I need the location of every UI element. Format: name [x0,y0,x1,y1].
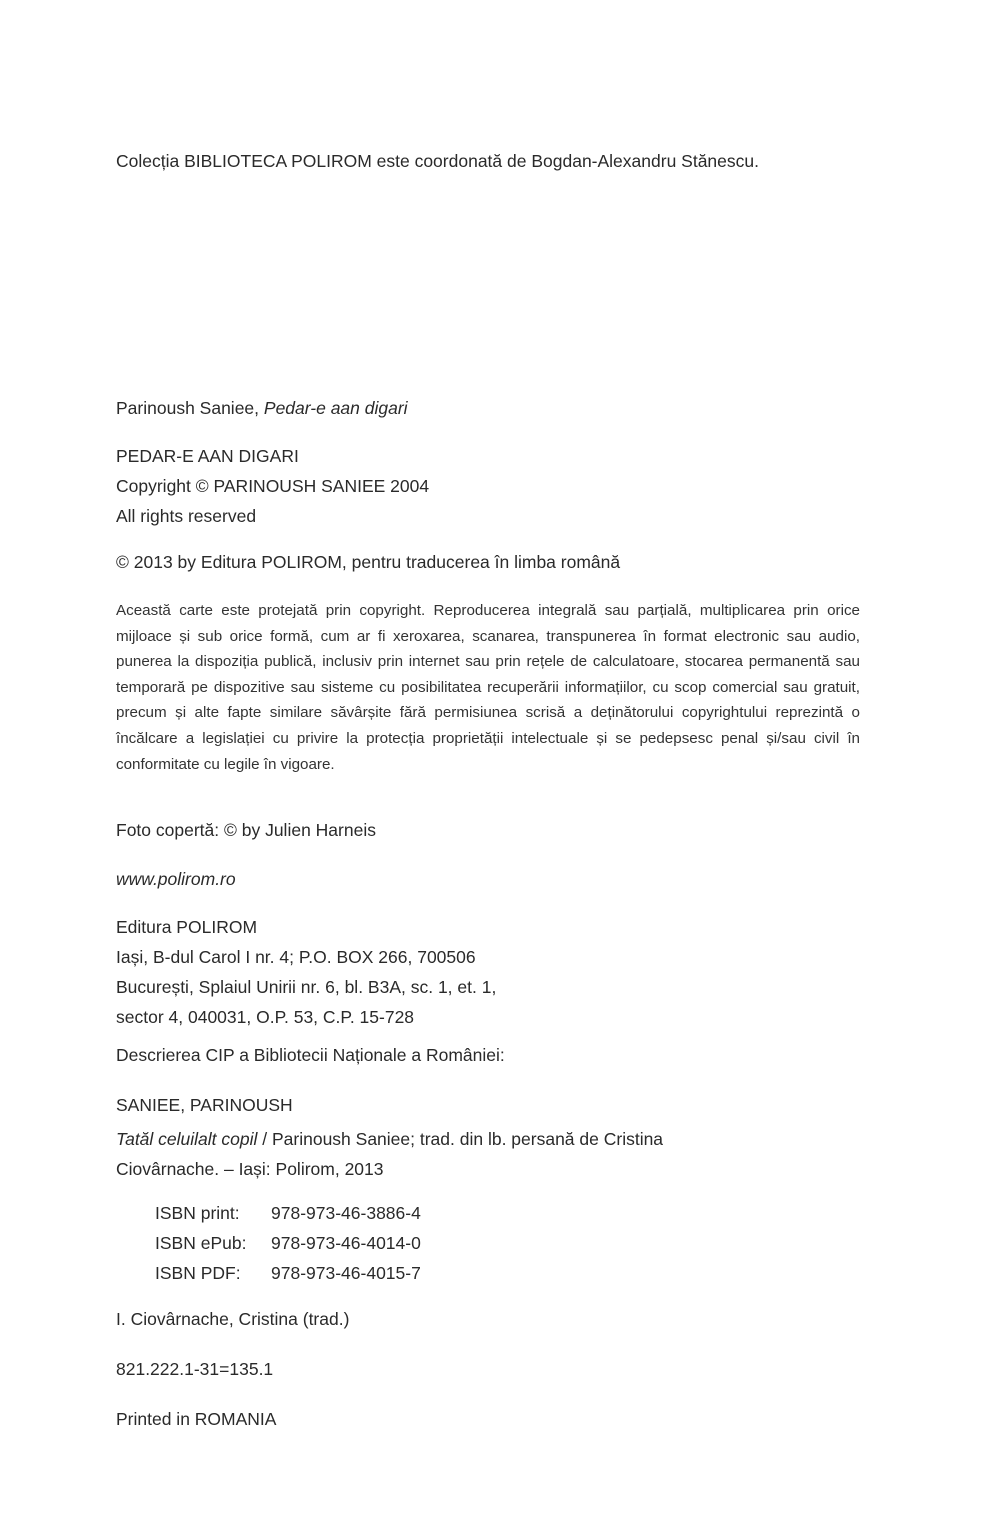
copyright-block [116,441,429,531]
original-title: Pedar-e aan digari [263,398,408,418]
collection-note: Colecția BIBLIOTECA POLIROM este coordonată de Bogdan-Alexandru Stănescu. [116,151,759,171]
isbn-epub: ISBN ePub: 978-973-46-4014-0 [155,1233,421,1253]
cip-entry-line1: Tatăl celuilalt copil / Parinoush Saniee; trad. din lb. persană de Cristina [116,1129,664,1149]
cover-photo-credit: Foto copertă: © by Julien Harneis [116,820,376,840]
cip-heading: Descrierea CIP a Bibliotecii Naționale a României: [116,1045,505,1065]
rights-reserved: All rights reserved [116,506,257,526]
isbn-print: ISBN print: 978-973-46-3886-4 [155,1203,421,1223]
classification-code: 821.222.1-31=135.1 [116,1359,274,1379]
publisher-iasi: Iași, B-dul Carol I nr. 4; P.O. BOX 266, 700506 [116,947,476,967]
publisher-address [116,912,496,1032]
isbn-list [155,1198,421,1288]
cip-author: SANIEE, PARINOUSH [116,1095,293,1115]
copyright-line: Copyright © PARINOUSH SANIEE 2004 [116,476,430,496]
original-title-caps: PEDAR-E AAN DIGARI [116,446,299,466]
cip-title: Tatăl celuilalt copil [116,1129,258,1149]
printed-in: Printed in ROMANIA [116,1409,277,1429]
website-link[interactable]: www.polirom.ro [116,869,236,889]
publisher-sector: sector 4, 040031, O.P. 53, C.P. 15-728 [116,1007,415,1027]
publisher-bucuresti: București, Splaiul Unirii nr. 6, bl. B3A, sc. 1, et. 1, [116,977,497,997]
original-author: Parinoush Saniee, [116,398,264,418]
translator-entry: I. Ciovârnache, Cristina (trad.) [116,1309,350,1329]
original-title-line [116,393,408,423]
cip-entry-line2: Ciovârnache. – Iași: Polirom, 2013 [116,1159,384,1179]
cip-entry [116,1124,663,1184]
legal-notice: Această carte este protejată prin copyright. Reproducerea integrală sau parțială, multiplicarea prin orice mijloace și sub orice formă, cum ar fi xeroxarea, scanarea, transpunerea în format electronic sau audio, punerea la dispoziția publică, inclusiv prin internet sau prin rețele de calculatoare, stocarea permanentă sau temporară pe dispozitive sau sisteme cu posibilitatea recuperării informațiilor, cu scop comercial sau gratuit, precum și alte fapte similare săvârșite fără permisiunea scrisă a deținătorului copyrightului reprezintă o încălcare a legislației cu privire la protecția proprietății intelectuale și se pedepsesc penal și/sau civil în conformitate cu legile în vigoare. [116,602,860,773]
isbn-pdf: ISBN PDF: 978-973-46-4015-7 [155,1263,421,1283]
publisher-name: Editura POLIROM [116,917,258,937]
translation-copyright: © 2013 by Editura POLIROM, pentru traducerea în limba română [116,552,621,572]
